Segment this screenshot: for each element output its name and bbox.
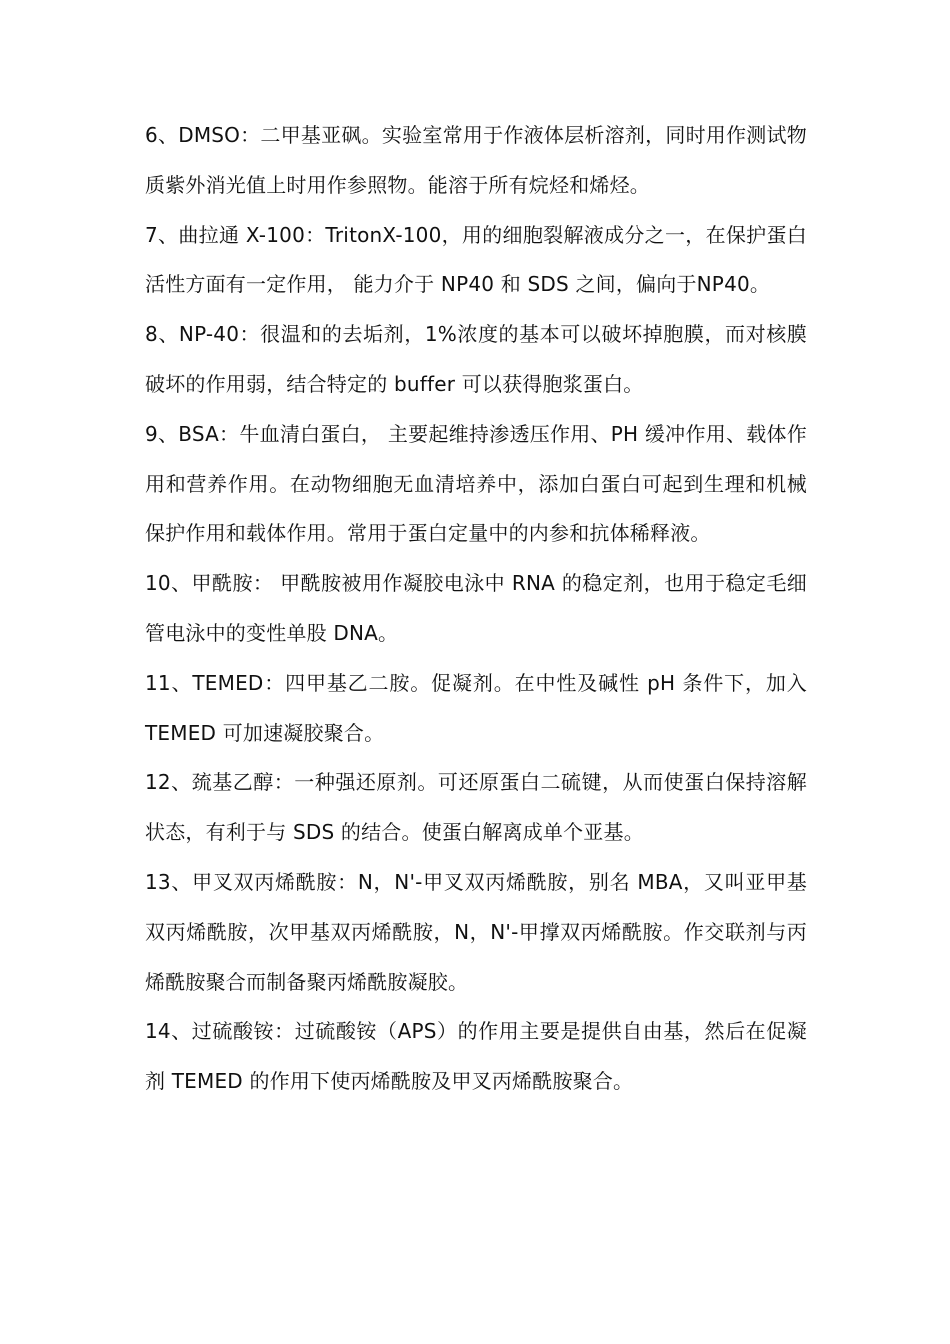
entry-formamide: 10、甲酰胺： 甲酰胺被用作凝胶电泳中 RNA 的稳定剂，也用于稳定毛细管电泳中的变性单股 DNA。 [145, 571, 807, 645]
entry-triton-x100: 7、曲拉通 X-100：TritonX-100，用的细胞裂解液成分之一，在保护蛋白活性方面有一定作用， 能力介于 NP40 和 SDS 之间，偏向于NP40。 [145, 222, 807, 297]
document-body [145, 111, 807, 1107]
entry-bsa: 9、BSA：牛血清白蛋白， 主要起维持渗透压作用、PH 缓冲作用、载体作用和营养作用。在动物细胞无血清培养中，添加白蛋白可起到生理和机械保护作用和载体作用。常用于蛋白定量中的内参和抗体稀释液。 [145, 421, 807, 546]
entry-bisacrylamide: 13、甲叉双丙烯酰胺：N，N'-甲叉双丙烯酰胺，别名 MBA，又叫亚甲基双丙烯酰胺，次甲基双丙烯酰胺，N，N'-甲撑双丙烯酰胺。作交联剂与丙烯酰胺聚合而制备聚丙烯酰胺凝胶。 [145, 869, 807, 994]
entry-dmso: 6、DMSO：二甲基亚砜。实验室常用于作液体层析溶剂，同时用作测试物质紫外消光值上时用作参照物。能溶于所有烷烃和烯烃。 [145, 123, 807, 197]
entry-temed: 11、TEMED：四甲基乙二胺。促凝剂。在中性及碱性 pH 条件下，加入 TEMED 可加速凝胶聚合。 [145, 670, 807, 745]
entry-aps: 14、过硫酸铵：过硫酸铵（APS）的作用主要是提供自由基，然后在促凝剂 TEMED 的作用下使丙烯酰胺及甲叉丙烯酰胺聚合。 [145, 1019, 807, 1094]
entry-np40: 8、NP-40：很温和的去垢剂，1%浓度的基本可以破坏掉胞膜，而对核膜破坏的作用弱，结合特定的 buffer 可以获得胞浆蛋白。 [145, 322, 807, 396]
entry-mercaptoethanol: 12、巯基乙醇：一种强还原剂。可还原蛋白二硫键，从而使蛋白保持溶解状态，有利于与 SDS 的结合。使蛋白解离成单个亚基。 [145, 770, 807, 845]
